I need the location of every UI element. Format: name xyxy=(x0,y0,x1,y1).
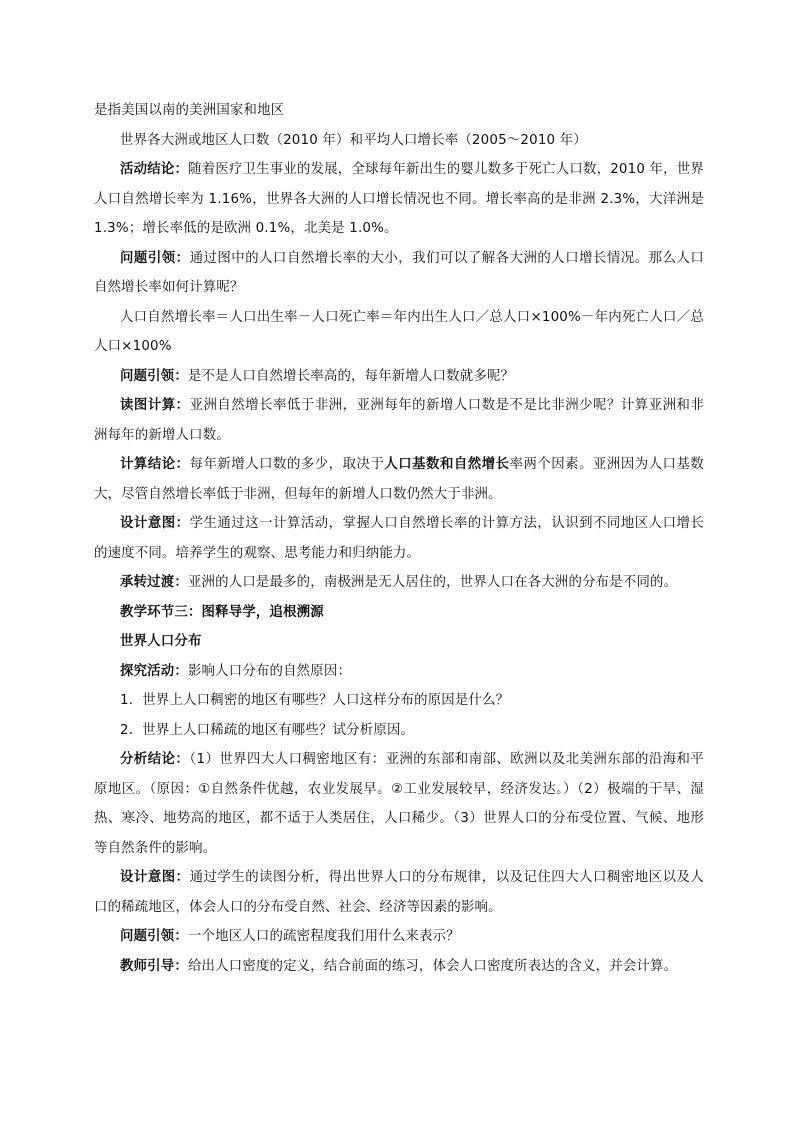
paragraph-teacher-guidance: 教师引导：给出人口密度的定义，结合前面的练习，体会人口密度所表达的含义，并会计算。 xyxy=(120,958,678,974)
label-question-lead: 问题引领： xyxy=(120,929,188,944)
paragraph-latin-america-note: 是指美国以南的美洲国家和地区 xyxy=(94,103,285,118)
label-inquiry-activity: 探究活动： xyxy=(120,663,188,679)
label-design-intent: 设计意图： xyxy=(120,516,190,531)
paragraph-activity-conclusion: 活动结论：随着医疗卫生事业的发展，全球每年新出生的婴儿数多于死亡人口数，2010 年，世界人口自然增长率为 1.16%，世界各大洲的人口增长情况也不同。增长率高的是非洲 2.3%，大洋洲是 1.3%；增长率低的是欧洲 0.1%，北美是 1.0%。 xyxy=(94,162,704,236)
paragraph-question-lead-1: 问题引领：通过图中的人口自然增长率的大小，我们可以了解各大洲的人口增长情况。那么人口自然增长率如何计算呢？ xyxy=(94,250,704,295)
paragraph-design-intent-1: 设计意图：学生通过这一计算活动，掌握人口自然增长率的计算方法，认识到不同地区人口增长的速度不同。培养学生的观察、思考能力和归纳能力。 xyxy=(94,516,704,561)
paragraph-question-lead-2: 问题引领：是不是人口自然增长率高的，每年新增人口数就多呢？ xyxy=(120,368,515,384)
paragraph-question-lead-3: 问题引领：一个地区人口的疏密程度我们用什么来表示？ xyxy=(120,929,460,944)
subheading-world-population-distribution: 世界人口分布 xyxy=(120,634,202,649)
figure-caption: 世界各大洲或地区人口数（2010 年）和平均人口增长率（2005～2010 年） xyxy=(120,132,587,148)
label-analysis-conclusion: 分析结论： xyxy=(120,752,190,767)
paragraph-transition: 承转过渡：亚洲的人口是最多的，南极洲是无人居住的，世界人口在各大洲的分布是不同的。 xyxy=(120,575,678,590)
section-heading-step-three: 教学环节三：图释导学，追根溯源 xyxy=(120,604,324,620)
label-activity-conclusion: 活动结论： xyxy=(120,162,189,177)
question-item-1: 1．世界上人口稠密的地区有哪些？人口这样分布的原因是什么？ xyxy=(120,693,510,708)
paragraph-analysis-conclusion: 分析结论：（1）世界四大人口稠密地区有：亚洲的东部和南部、欧洲以及北美洲东部的沿海和平原地区。（原因：①自然条件优越，农业发展早。②工业发展较早，经济发达。）（2）极端的干旱、湿热、寒冷、地势高的地区，都不适于人类居住，人口稀少。（3）世界人口的分布受位置、气候、地形等自然条件的影响。 xyxy=(94,752,705,856)
label-question-lead: 问题引领： xyxy=(120,368,188,384)
paragraph-design-intent-2: 设计意图：通过学生的读图分析，得出世界人口的分布规律，以及记住四大人口稠密地区以及人口的稀疏地区，体会人口的分布受自然、社会、经济等因素的影响。 xyxy=(94,870,704,915)
label-map-calculation: 读图计算： xyxy=(120,398,190,413)
label-transition: 承转过渡： xyxy=(120,575,188,590)
label-teacher-guidance: 教师引导： xyxy=(120,958,188,974)
paragraph-map-calculation: 读图计算：亚洲自然增长率低于非洲，亚洲每年的新增人口数是不是比非洲少呢？计算亚洲和非洲每年的新增人口数。 xyxy=(94,398,704,443)
label-question-lead: 问题引领： xyxy=(120,250,190,266)
paragraph-inquiry-activity: 探究活动：影响人口分布的自然原因： xyxy=(120,663,352,679)
question-item-2: 2．世界上人口稀疏的地区有哪些？试分析原因。 xyxy=(120,722,415,738)
paragraph-calculation-conclusion: 计算结论：每年新增人口数的多少，取决于人口基数和自然增长率两个因素。亚洲因为人口基数大，尽管自然增长率低于非洲，但每年的新增人口数仍然大于非洲。 xyxy=(94,457,704,502)
paragraph-growth-formula: 人口自然增长率＝人口出生率－人口死亡率＝年内出生人口／总人口×100%－年内死亡人口／总人口×100% xyxy=(94,309,704,354)
emphasis-key-factors: 人口基数和自然增长 xyxy=(384,457,510,472)
document-page xyxy=(94,96,704,981)
label-design-intent: 设计意图： xyxy=(120,870,190,885)
label-calculation-conclusion: 计算结论： xyxy=(120,457,190,472)
